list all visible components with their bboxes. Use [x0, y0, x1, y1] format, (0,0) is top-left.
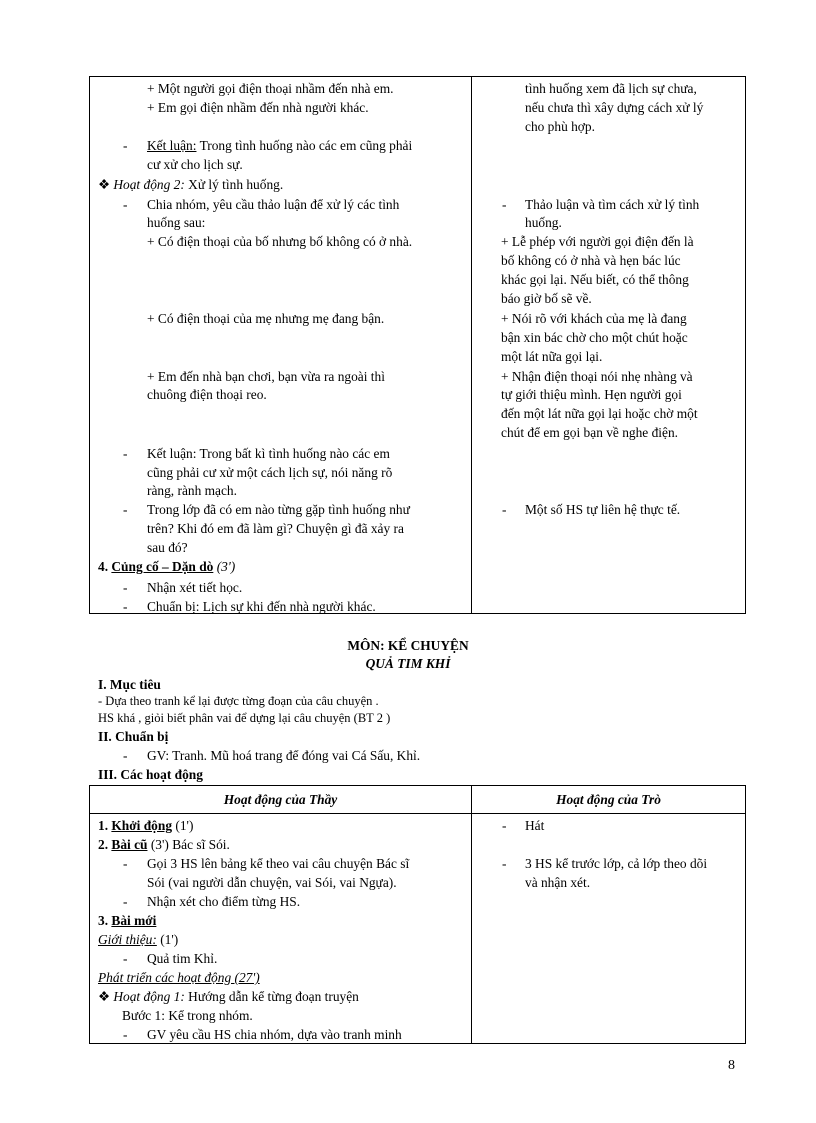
situation-3a: + Em đến nhà bạn chơi, bạn vừa ra ngoài thì: [147, 369, 385, 384]
warmup-heading: 1. Khởi động (1'): [98, 818, 194, 833]
situation-3b: chuông điện thoại reo.: [147, 387, 267, 402]
text-line: Trong lớp đã có em nào từng gặp tình huống như: [147, 502, 410, 517]
situation-2: + Có điện thoại của mẹ nhưng mẹ đang bận.: [147, 311, 385, 326]
text-line: Thảo luận và tìm cách xử lý tình: [525, 197, 700, 212]
text-line: trên? Khi đó em đã làm gì? Chuyện gì đã xảy ra: [147, 521, 404, 536]
activities-heading: III. Các hoạt động: [98, 767, 203, 782]
text-line: bố không có ở nhà và hẹn bác lúc: [501, 253, 681, 268]
bullet-dash: -: [502, 197, 507, 212]
development-heading: Phát triển các hoạt động (27'): [98, 970, 260, 985]
text-line: HS khá , giỏi biết phân vai để dựng lại câu chuyện (BT 2 ): [98, 711, 391, 725]
header-teacher: Hoạt động của Thầy: [90, 786, 472, 814]
page-number: 8: [728, 1058, 735, 1073]
text-line: và nhận xét.: [525, 875, 591, 890]
text-line: một lát nữa gọi lại.: [501, 349, 603, 364]
bullet-dash: -: [123, 951, 128, 966]
text-line: Nhận xét cho điểm từng HS.: [147, 894, 301, 909]
bullet-dash: -: [123, 1027, 128, 1042]
bullet-dash: -: [123, 502, 128, 517]
bullet-dash: -: [123, 446, 128, 461]
text-line: khác gọi lại. Nếu biết, có thể thông: [501, 272, 689, 287]
text-line: Nhận xét tiết học.: [147, 580, 243, 595]
bullet-dash: -: [123, 856, 128, 871]
text-line: GV yêu cầu HS chia nhóm, dựa vào tranh minh: [147, 1027, 402, 1042]
text-line: Bước 1: Kể trong nhóm.: [122, 1008, 253, 1023]
activity-1-heading: ❖ Hoạt động 1: Hướng dẫn kể từng đoạn truyện: [98, 989, 359, 1004]
text-line: sau đó?: [147, 540, 188, 555]
text-line: cư xử cho lịch sự.: [147, 157, 243, 172]
objectives-heading: I. Mục tiêu: [98, 677, 161, 692]
bullet-dash: -: [123, 748, 128, 763]
text-line: bận xin bác chờ cho một chút hoặc: [501, 330, 688, 345]
text-line: nếu chưa thì xây dựng cách xử lý: [525, 100, 704, 115]
text-line: Sói (vai người dẫn chuyện, vai Sói, vai Ngựa).: [147, 875, 397, 890]
text-line: GV: Tranh. Mũ hoá trang để đóng vai Cá Sấu, Khỉ.: [147, 748, 421, 763]
bullet-dash: -: [502, 502, 507, 517]
text-line: + Nhận điện thoại nói nhẹ nhàng và: [501, 369, 693, 384]
text-line: 3 HS kể trước lớp, cả lớp theo dõi: [525, 856, 708, 871]
text-line: + Một người gọi điện thoại nhầm đến nhà em.: [147, 81, 394, 96]
text-line: cho phù hợp.: [525, 119, 595, 134]
bullet-dash: -: [123, 894, 128, 909]
text-line: Hát: [525, 818, 545, 833]
student-column: [472, 814, 746, 1044]
conclusion-1: Kết luận: Trong tình huống nào các em cũng phải: [147, 138, 413, 153]
bullet-dash: -: [502, 818, 507, 833]
lesson-title: QUẢ TIM KHỈ: [365, 656, 451, 671]
text-line: Gọi 3 HS lên bảng kể theo vai câu chuyện Bác sĩ: [147, 856, 410, 871]
situation-1: + Có điện thoại của bố nhưng bố không có ở nhà.: [147, 234, 413, 249]
text-line: Một số HS tự liên hệ thực tế.: [525, 502, 681, 517]
bullet-dash: -: [123, 580, 128, 595]
preparation-heading: II. Chuẩn bị: [98, 729, 169, 744]
activity-2-heading: ❖ Hoạt động 2: Xử lý tình huống.: [98, 177, 284, 192]
text-line: Kết luận: Trong bất kì tình huống nào các em: [147, 446, 390, 461]
text-line: Quả tim Khỉ.: [147, 951, 218, 966]
bullet-dash: -: [123, 599, 128, 614]
introduction-line: Giới thiệu: (1'): [98, 932, 179, 947]
text-line: ràng, rành mạch.: [147, 483, 237, 498]
old-lesson-heading: 2. Bài cũ (3') Bác sĩ Sói.: [98, 837, 230, 852]
text-line: + Em gọi điện nhầm đến nhà người khác.: [147, 100, 369, 115]
subject-heading: MÔN: KỂ CHUYỆN: [347, 638, 469, 653]
text-line: Chia nhóm, yêu cầu thảo luận để xử lý các tình: [147, 197, 400, 212]
text-line: tự giới thiệu mình. Hẹn người gọi: [501, 387, 682, 402]
header-student: Hoạt động của Trò: [472, 786, 746, 814]
text-line: + Nói rõ với khách của mẹ là đang: [501, 311, 687, 326]
text-line: báo giờ bố sẽ về.: [501, 291, 592, 306]
bullet-dash: -: [123, 197, 128, 212]
text-line: Chuẩn bị: Lịch sự khi đến nhà người khác.: [147, 599, 376, 614]
text-line: + Lễ phép với người gọi điện đến là: [501, 234, 694, 249]
bullet-dash: -: [123, 138, 128, 153]
diamond-bullet-icon: ❖: [98, 177, 111, 192]
section-4-heading: 4. Củng cố – Dặn dò (3'): [98, 559, 236, 574]
bullet-dash: -: [502, 856, 507, 871]
text-line: đến một lát nữa gọi lại hoặc chờ một: [501, 406, 698, 421]
text-line: - Dựa theo tranh kể lại được từng đoạn của câu chuyện .: [98, 694, 379, 708]
text-line: tình huống xem đã lịch sự chưa,: [525, 81, 697, 96]
text-line: cũng phải cư xử một cách lịch sự, nói năng rõ: [147, 465, 393, 480]
text-line: huống.: [525, 215, 562, 230]
text-line: chút để em gọi bạn về nghe điện.: [501, 425, 679, 440]
diamond-bullet-icon: ❖: [98, 989, 111, 1004]
text-line: huống sau:: [147, 215, 206, 230]
new-lesson-heading: 3. Bài mới: [98, 913, 157, 928]
